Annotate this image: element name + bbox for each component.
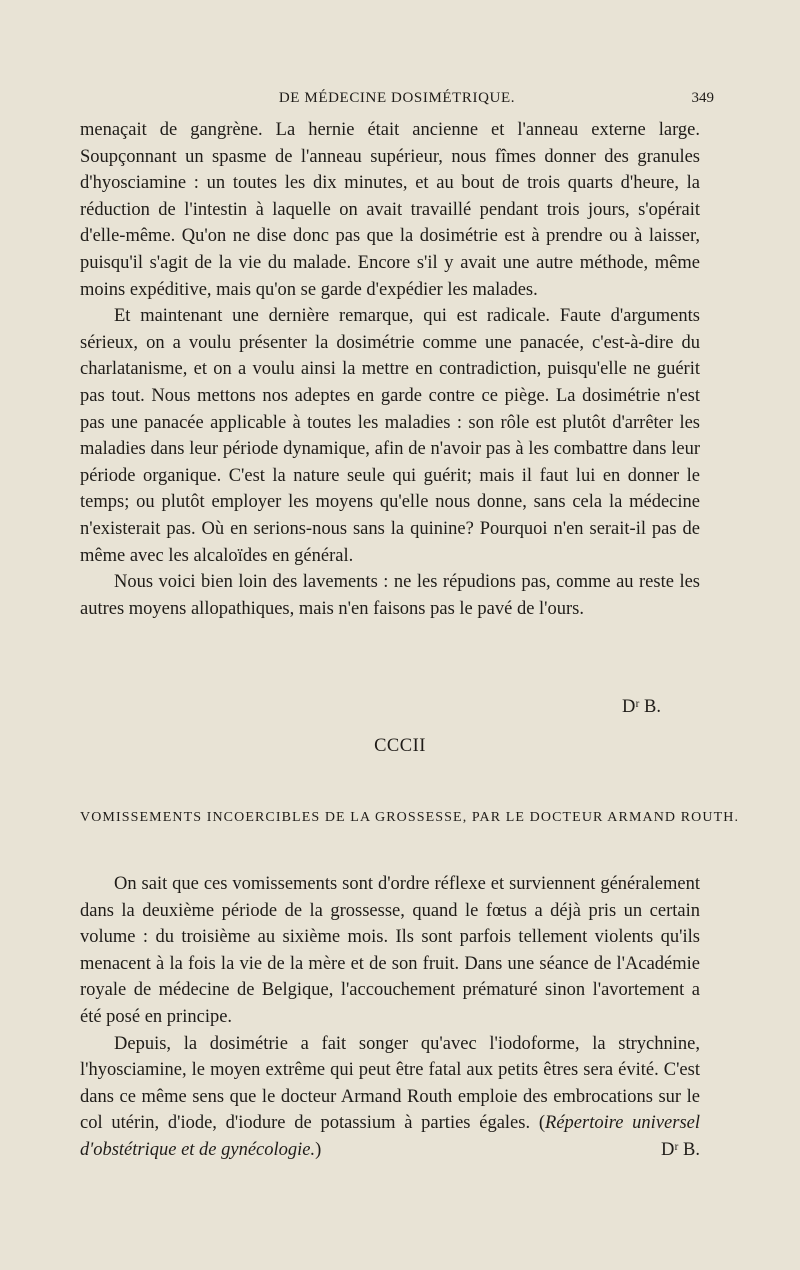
running-head: DE MÉDECINE DOSIMÉTRIQUE. [278,90,516,106]
paragraph: Nous voici bien loin des lavements : ne les répudions pas, comme au reste les autres moyens allopathiques, mais n'en faisons pas le pavé de l'ours. [80,572,700,619]
paragraph-text: Depuis, la dosimétrie a fait songer qu'avec l'iodoforme, la strychnine, l'hyosciamine, le moyen extrême qui peut être fatal aux petits êtres sera évité. C'est dans ce même sens que le docteur Armand Routh emploie des embrocations sur le col utérin, d'iode, d'iodure de potassium à parties égales. [80,1033,700,1134]
signature: Dʳ B. [661,1139,700,1160]
article-title: VOMISSEMENTS INCOERCIBLES DE LA GROSSESSE, PAR LE DOCTEUR ARMAND ROUTH. [80,810,740,825]
section-number: CCCII [374,736,426,756]
paragraph [80,1031,700,1164]
citation-close: ) [315,1139,322,1160]
article-1-body [80,117,700,622]
article-2-body [80,871,700,1164]
citation-title: Répertoire universel d'obstétrique et de gynécologie. [80,1113,700,1160]
paragraph: Et maintenant une dernière remarque, qui est radicale. Faute d'arguments sérieux, on a voulu présenter la dosimétrie comme une panacée, c'est-à-dire du charlatanisme, et on a voulu ainsi la mettre en contradiction, puisqu'elle ne guérit pas tout. Nous mettons nos adeptes en garde contre ce piège. La dosimétrie n'est pas une panacée applicable à toutes les maladies : son rôle est plutôt d'arrêter les maladies dans leur période dynamique, afin de n'avoir pas à les combattre dans leur période organique. C'est la nature seule qui guérit; mais il faut lui en donner le temps; ou plutôt employer les moyens qu'elle nous donne, sans cela la médecine n'existerait pas. Où en serions-nous sans la quinine? Pourquoi n'en serait-il pas de même avec les alcaloïdes en général. [80,306,700,566]
signature: Dʳ B. [622,697,661,717]
page-header [80,88,714,112]
page-number: 349 [691,90,714,106]
paragraph: menaçait de gangrène. La hernie était ancienne et l'anneau externe large. Soupçonnant un spasme de l'anneau supérieur, nous fîmes donner des granules d'hyosciamine : un toutes les dix minutes, et au bout de trois quarts d'heure, la réduction de l'intestin à laquelle on avait travaillé pendant trois jours, s'opérait d'elle-même. Qu'on ne dise donc pas que la dosimétrie est à prendre ou à laisser, puisqu'il s'agit de la vie du malade. Encore s'il y avait une autre méthode, même moins expéditive, mais qu'on se garde d'expédier les malades. [80,120,700,300]
paragraph: On sait que ces vomissements sont d'ordre réflexe et surviennent généralement dans la deuxième période de la grossesse, quand le fœtus a déjà pris un certain volume : du troisième au sixième mois. Ils sont parfois tellement violents qu'ils menacent à la fois la vie de la mère et de son fruit. Dans une séance de l'Académie royale de médecine de Belgique, l'accouchement prématuré sinon l'avortement a été posé en principe. [80,874,700,1027]
citation-open: ( [538,1113,546,1134]
